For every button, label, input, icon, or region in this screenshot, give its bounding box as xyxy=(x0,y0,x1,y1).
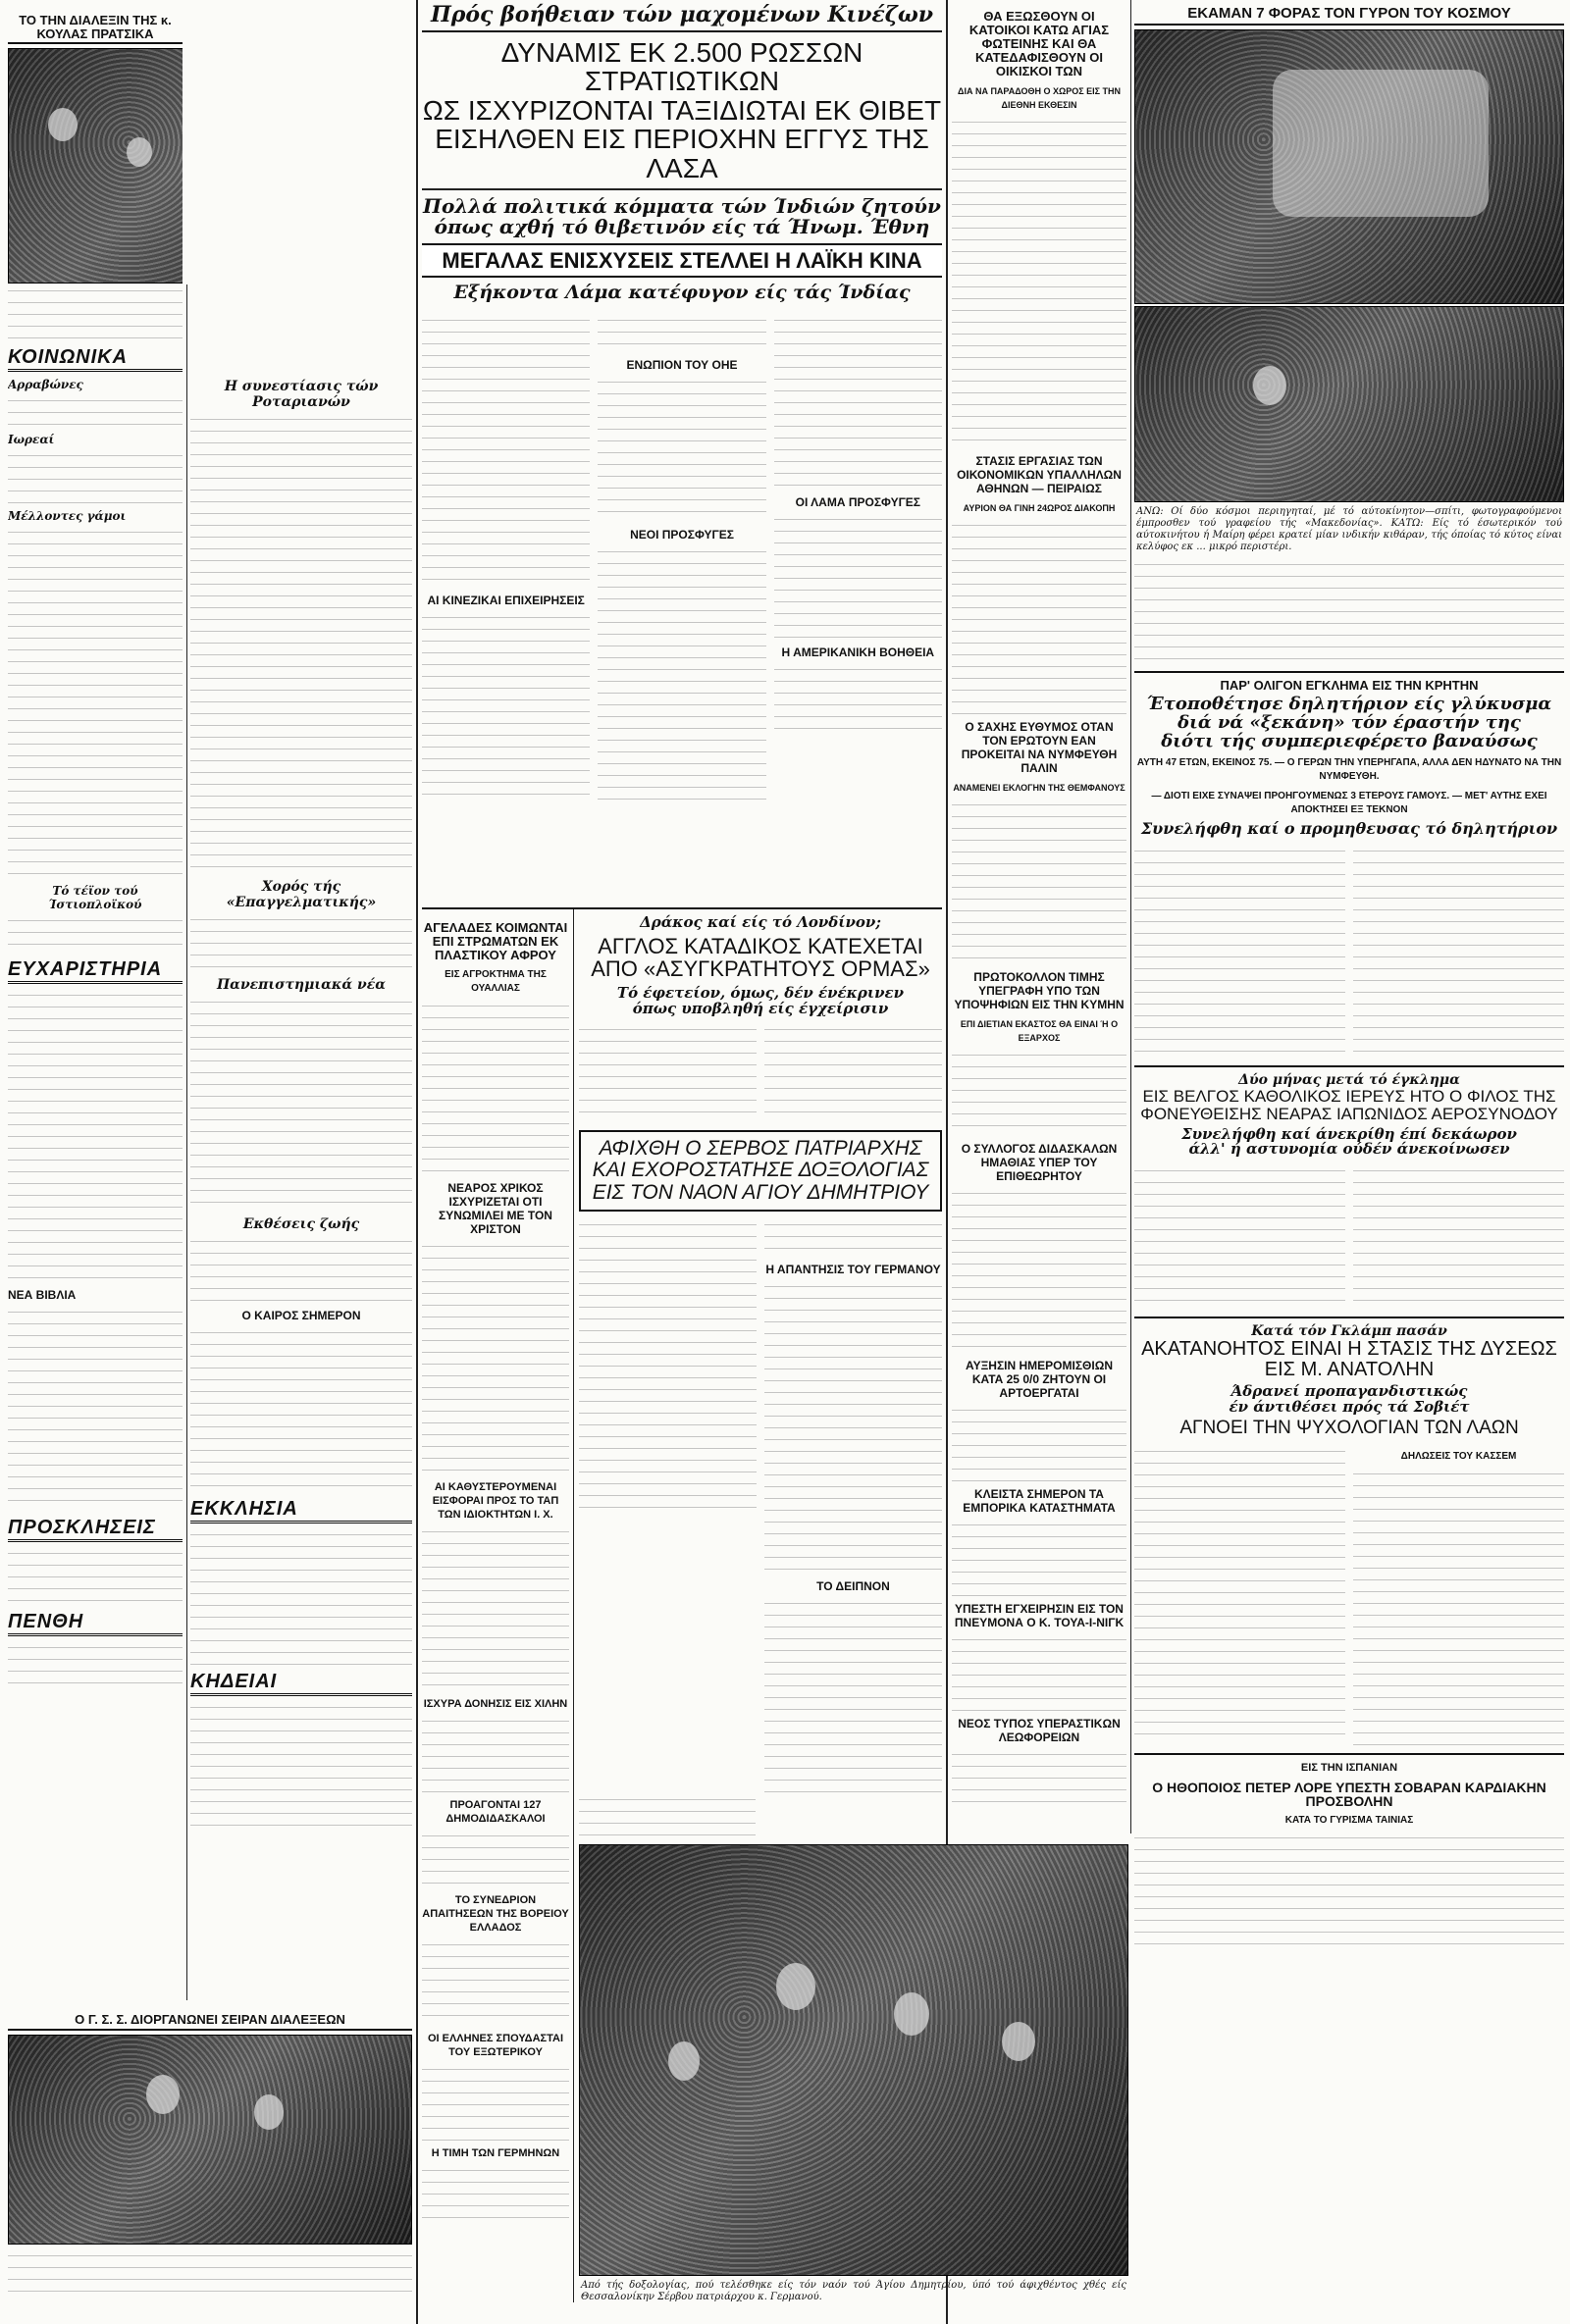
patriarch-photo-caption: Από τής δοξολογίας, πού τελέσθηκε είς τόν ναόν τού Άγίου Δημητρίου, ύπό τού άφιχθέντος χθές είς Θεσσαλονίκην Σέρβου πατριάρχου κ. Γερμανού. xyxy=(581,2280,1126,2302)
lead-body xyxy=(422,313,942,800)
teachers-union-headline: Ο ΣΥΛΛΟΓΟΣ ΔΙΔΑΣΚΑΛΩΝ ΗΜΑΘΙΑΣ ΥΠΕΡ ΤΟΥ ΕΠΙΘΕΩΡΗΤΟΥ xyxy=(961,1142,1118,1183)
dragon-deck-2: όπως υποβληθή είς έγχείρισιν xyxy=(632,999,889,1017)
penthi-text xyxy=(8,1640,183,1689)
lead-headline-1: ΔΥΝΑΜΙΣ ΕΚ 2.500 ΡΩΣΣΩΝ ΣΤΡΑΤΙΩΤΙΚΩΝ xyxy=(500,37,864,97)
surgery-headline: ΥΠΕΣΤΗ ΕΓΧΕΙΡΗΣΙΝ ΕΙΣ ΤΟΝ ΠΝΕΥΜΟΝΑ Ο Κ. ΤΟΥΑ-Ι-ΝΙΓΚ xyxy=(954,1602,1125,1629)
section-kideiai: ΚΗΔΕΙΑΙ xyxy=(190,1671,412,1696)
lead-deck-2: όπως αχθή τό θιβετινόν είς τά Ήνωμ. Έθνη xyxy=(434,215,930,239)
cows-headline: ΑΓΕΛΑΔΕΣ ΚΟΙΜΩΝΤΑΙ ΕΠΙ ΣΤΡΩΜΑΤΩΝ ΕΚ ΠΛΑΣΤΙΚΟΥ ΑΦΡΟΥ xyxy=(423,920,568,962)
strike-sub: ΑΥΡΙΟΝ ΘΑ ΓΙΝΗ 24ΩΡΟΣ ΔΙΑΚΟΠΗ xyxy=(963,503,1116,513)
mellontes-gamoi-heading: Μέλλοντες γάμοι xyxy=(8,509,127,524)
patriarch-headline: ΑΦΙΧΘΗ Ο ΣΕΡΒΟΣ ΠΑΤΡΙΑΡΧΗΣ ΚΑΙ ΕΧΟΡΟΣΤΑΤΗΣΕ ΔΟΞΟΛΟΓΙΑΣ ΕΙΣ ΤΟΝ ΝΑΟΝ ΑΓΙΟΥ ΔΗΜΗΤΡΙΟΥ xyxy=(579,1130,942,1211)
lead-headline-2: ΩΣ ΙΣΧΥΡΙΖΟΝΤΑΙ ΤΑΞΙΔΙΩΤΑΙ ΕΚ ΘΙΒΕΤ xyxy=(422,94,942,126)
glubb-headline-2: ΑΓΝΟΕΙ ΤΗΝ ΨΥΧΟΛΟΓΙΑΝ ΤΩΝ ΛΑΩΝ xyxy=(1179,1418,1519,1439)
lead-banner: ΜΕΓΑΛΑΣ ΕΝΙΣΧΥΣΕΙΣ ΣΤΕΛΛΕΙ Η ΛΑΪΚΗ ΚΙΝΑ xyxy=(422,243,942,278)
lecture-series-block xyxy=(8,2013,412,2298)
shops-closed-headline: ΚΛΕΙΣΤΑ ΣΗΜΕΡΟΝ ΤΑ ΕΜΠΟΡΙΚΑ ΚΑΤΑΣΤΗΜΑΤΑ xyxy=(963,1487,1116,1515)
lecture-series-title: Ο Γ. Σ. Σ. ΔΙΟΡΓΑΝΩΝΕΙ ΣΕΙΡΑΝ ΔΙΑΛΕΞΕΩΝ xyxy=(8,2013,412,2031)
lead-sub-neoi: ΝΕΟΙ ΠΡΟΣΦΥΓΕΣ xyxy=(630,528,734,542)
kymi-sub: ΕΠΙ ΔΙΕΤΙΑΝ ΕΚΑΣΤΟΣ ΘΑ ΕΙΝΑΙ Ή Ο ΕΞΑΡΧΟΣ xyxy=(960,1019,1119,1043)
proskliseis-text xyxy=(8,1546,183,1605)
crete-kicker: ΠΑΡ' ΟΛΙΓΟΝ ΕΓΚΛΗΜΑ ΕΙΣ ΤΗΝ ΚΡΗΤΗΝ xyxy=(1134,671,1564,693)
lead-deck-3: Εξήκοντα Λάμα κατέφυγον είς τάς Ίνδίας xyxy=(453,282,911,304)
germans-price-headline: Η ΤΙΜΗ ΤΩΝ ΓΕΡΜΗΝΩΝ xyxy=(431,2147,560,2159)
world-tour-caption: ΑΝΩ: Οί δύο κόσμοι περιηγηταί, μέ τό αύτοκίνητον—σπίτι, φωτογραφούμενοι έμπροσθεν τού γραφείου τής «Μακεδονίας». ΚΑΤΩ: Είς τό έσωτερικόν τού αύτοκινήτου ή Μαίρη φέρει κρατεί μίαν ινδικήν κιθάραν, τής όποίας τό κύτος είναι κελύφος εκ ... μικρό περιστέρι. xyxy=(1136,505,1562,552)
kymi-headline: ΠΡΩΤΟΚΟΛΛΟΝ ΤΙΜΗΣ ΥΠΕΓΡΑΦΗ ΥΠΟ ΤΩΝ ΥΠΟΨΗΦΙΩΝ ΕΙΣ ΤΗΝ ΚΥΜΗΝ xyxy=(954,970,1125,1011)
nea-biblia-heading: ΝΕΑ ΒΙΒΛΙΑ xyxy=(8,1288,77,1303)
kideiai-text xyxy=(190,1700,412,1828)
panepistimiaka-heading: Πανεπιστημιακά νέα xyxy=(216,977,387,993)
teion-heading: Τό τέϊον τού Ίστιοπλοϊκού xyxy=(48,884,142,912)
spain-headline: Ο ΗΘΟΠΟΙΟΣ ΠΕΤΕΡ ΛΟΡΕ ΥΠΕΣΤΗ ΣΟΒΑΡΑΝ ΚΑΡΔΙΑΚΗΝ ΠΡΟΣΒΟΛΗΝ xyxy=(1152,1780,1546,1810)
dragon-deck-1: Τό έφετείον, όμως, δέν ένέκρινεν xyxy=(616,983,905,1002)
rotary-heading: Η συνεστίασις τών Ροταριανών xyxy=(224,379,379,410)
strike-headline: ΣΤΑΣΙΣ ΕΡΓΑΣΙΑΣ ΤΩΝ ΟΙΚΟΝΟΜΙΚΩΝ ΥΠΑΛΛΗΛΩΝ ΑΘΗΝΩΝ — ΠΕΙΡΑΙΩΣ xyxy=(957,454,1122,495)
fotini-headline: ΘΑ ΕΞΩΣΘΟΥΝ ΟΙ ΚΑΤΟΙΚΟΙ ΚΑΤΩ ΑΓΙΑΣ ΦΩΤΕΙΝΗΣ ΚΑΙ ΘΑ ΚΑΤΕΔΑΦΙΣΘΟΥΝ ΟΙ ΟΙΚΙΣΚΟΙ ΤΩΝ xyxy=(968,9,1110,78)
germanos-reply-heading: Η ΑΠΑΝΤΗΣΙΣ ΤΟΥ ΓΕΡΜΑΝΟΥ xyxy=(765,1262,941,1276)
young-man-headline: ΝΕΑΡΟΣ ΧΡΙΚΟΣ ΙΣΧΥΡΙΖΕΤΑΙ ΟΤΙ ΣΥΝΩΜΙΛΕΙ ΜΕ ΤΟΝ ΧΡΙΣΤΟΝ xyxy=(439,1181,552,1236)
right-middle-column xyxy=(952,4,1126,1833)
glubb-deck-1: Άδρανεί προπαγανδιστικώς xyxy=(1230,1381,1468,1400)
glubb-deck-2: έν άντιθέσει πρός τά Σοβιέτ xyxy=(1229,1397,1470,1416)
lead-sub-enopion: ΕΝΩΠΙΟΝ ΤΟΥ ΟΗΕ xyxy=(626,358,738,373)
lead-deck-1: Πολλά πολιτικά κόμματα τών Ίνδιών ζητούν xyxy=(423,194,941,219)
crete-sub-2: — ΔΙΟΤΙ ΕΙΧΕ ΣΥΝΑΨΕΙ ΠΡΟΗΓΟΥΜΕΝΩΣ 3 ΕΤΕΡΟΥΣ ΓΑΜΟΥΣ. — ΜΕΤ' ΑΥΤΗΣ ΕΧΕΙ ΑΠΟΚΤΗΣΕΙ ΕΞ ΤΕΚΝΟΝ xyxy=(1151,791,1547,816)
right-column xyxy=(1134,0,1564,2324)
ekklisia-text xyxy=(190,1527,412,1665)
spain-sub: ΚΑΤΑ ΤΟ ΓΥΡΙΣΜΑ ΤΑΙΝΙΑΣ xyxy=(1284,1815,1414,1827)
world-tour-title: ΕΚΑΜΑΝ 7 ΦΟΡΑΣ ΤΟΝ ΓΥΡΟΝ ΤΟΥ ΚΟΣΜΟΥ xyxy=(1134,0,1564,26)
patriarch-photo-block xyxy=(579,1844,1128,2307)
priest-deck-1: Συνελήφθη καί άνεκρίθη έπί δεκάωρον xyxy=(1181,1124,1517,1143)
section-eucharistiria: ΕΥΧΑΡΙΣΤΗΡΙΑ xyxy=(8,958,183,984)
spain-kicker: ΕΙΣ ΤΗΝ ΙΣΠΑΝΙΑΝ xyxy=(1134,1753,1564,1775)
arravones-text xyxy=(8,393,183,427)
lecture-caption-text xyxy=(8,284,183,340)
shah-headline: Ο ΣΑΧΗΣ ΕΥΘΥΜΟΣ ΟΤΑΝ ΤΟΝ ΕΡΩΤΟΥΝ ΕΑΝ ΠΡΟΚΕΙΤΑΙ ΝΑ ΝΥΜΦΕΥΘΗ ΠΑΛΙΝ xyxy=(961,720,1118,775)
congress-headline: ΤΟ ΣΥΝΕΔΡΙΟΝ ΑΠΑΙΤΗΣΕΩΝ ΤΗΣ ΒΟΡΕΙΟΥ ΕΛΛΑΔΟΣ xyxy=(422,1894,569,1934)
lead-body-col-3 xyxy=(774,313,942,800)
middle-narrow-column xyxy=(422,915,569,2222)
priest-headline: ΕΙΣ ΒΕΛΓΟΣ ΚΑΘΟΛΙΚΟΣ ΙΕΡΕΥΣ ΗΤΟ Ο ΦΙΛΟΣ ΤΗΣ ΦΟΝΕΥΘΕΙΣΗΣ ΝΕΑΡΑΣ ΙΑΠΩΝΙΔΟΣ ΑΕΡΟΣΥΝΟΔΟΥ xyxy=(1140,1086,1558,1123)
lead-sub-kinezikai: ΑΙ ΚΙΝΕΖΙΚΑΙ ΕΠΙΧΕΙΡΗΣΕΙΣ xyxy=(427,594,585,608)
teion-text xyxy=(8,913,183,953)
world-tour-photo-bottom xyxy=(1134,306,1564,502)
middle-lower-section xyxy=(422,907,942,2159)
crete-headline-3: διότι τής συμπεριεφέρετο βαναύσως xyxy=(1161,730,1538,751)
lecture-series-caption xyxy=(8,2248,412,2298)
choros-text xyxy=(190,912,412,971)
students-headline: ΟΙ ΕΛΛΗΝΕΣ ΣΠΟΥΔΑΣΤΑΙ ΤΟΥ ΕΞΩΤΕΡΙΚΟΥ xyxy=(427,2033,564,2058)
dinner-heading: ΤΟ ΔΕΙΠΝΟΝ xyxy=(816,1578,890,1593)
eucharistiria-text xyxy=(8,988,183,1282)
section-koinonika: ΚΟΙΝΩΝΙΚΑ xyxy=(8,346,183,372)
lead-body-col-2 xyxy=(598,313,765,800)
crete-deck: Συνελήφθη καί ο προμηθευσας τό δηλητήριον xyxy=(1140,819,1558,839)
nea-biblia-text xyxy=(8,1305,183,1511)
section-ekklisia: ΕΚΚΛΗΣΙΑ xyxy=(190,1498,412,1524)
ekthesis-heading: Εκθέσεις ζωής xyxy=(242,1216,360,1232)
lead-kicker: Πρός βοήθειαν τών μαχομένων Κινέζων xyxy=(422,4,942,32)
tap-headline: ΑΙ ΚΑΘΥΣΤΕΡΟΥΜΕΝΑΙ ΕΙΣΦΟΡΑΙ ΠΡΟΣ ΤΟ ΤΑΠ ΤΩΝ ΙΔΙΟΚΤΗΤΩΝ Ι. Χ. xyxy=(432,1481,559,1521)
glubb-kicker: Κατά τόν Γκλάμπ πασάν xyxy=(1134,1317,1564,1339)
lecture-photo-title: ΤΟ ΤΗΝ ΔΙΑΛΕΞΙΝ ΤΗΣ κ. ΚΟΥΛΑΣ ΠΡΑΤΣΙΚΑ xyxy=(8,14,183,44)
lecture-audience-photo xyxy=(8,48,183,284)
shah-sub: ΑΝΑΜΕΝΕΙ ΕΚΛΟΓΗΝ ΤΗΣ ΘΕΜΦΑΝΟΥΣ xyxy=(953,783,1125,793)
choros-heading: Χορός τής «Επαγγελματικής» xyxy=(226,879,377,910)
priest-deck-2: άλλ' ή αστυνομία ούδέν άνεκοίνωσεν xyxy=(1188,1140,1510,1159)
dragon-kicker: Δράκος καί είς τό Λονδίνον; xyxy=(640,913,881,931)
cows-sub: ΕΙΣ ΑΓΡΟΚΤΗΜΑ ΤΗΣ ΟΥΑΛΛΙΑΣ xyxy=(445,969,547,994)
arravones-heading: Αρραβώνες xyxy=(8,378,83,392)
section-penthi: ΠΕΝΘΗ xyxy=(8,1611,183,1636)
lead-sub-lama: ΟΙ ΛΑΜΑ ΠΡΟΣΦΥΓΕΣ xyxy=(795,495,920,510)
panepistimiaka-text xyxy=(190,995,412,1211)
priest-kicker: Δύο μήνας μετά τό έγκλημα xyxy=(1134,1065,1564,1088)
crete-headline-2: διά νά «ξεκάνη» τόν έραστήν της xyxy=(1178,711,1521,733)
fotini-sub: ΔΙΑ ΝΑ ΠΑΡΑΔΟΘΗ Ο ΧΩΡΟΣ ΕΙΣ ΤΗΝ ΔΙΕΘΝΗ ΕΚΘΕΣΙΝ xyxy=(957,86,1122,110)
teachers-headline: ΠΡΟΑΓΟΝΤΑΙ 127 ΔΗΜΟΔΙΔΑΣΚΑΛΟΙ xyxy=(445,1799,546,1825)
dragon-story xyxy=(579,915,942,1988)
chile-quake-headline: ΙΣΧΥΡΑ ΔΟΝΗΣΙΣ ΕΙΣ ΧΙΛΗΝ xyxy=(423,1698,568,1710)
lead-sub-amerikaniki: Η ΑΜΕΡΙΚΑΝΙΚΗ ΒΟΗΘΕΙΑ xyxy=(781,646,935,660)
left-column xyxy=(8,0,183,2324)
crete-headline-1: Έτοποθέτησε δηλητήριον είς γλύκυσμα xyxy=(1146,693,1552,714)
dragon-headline: ΑΓΓΛΟΣ ΚΑΤΑΔΙΚΟΣ ΚΑΤΕΧΕΤΑΙ ΑΠΟ «ΑΣΥΓΚΡΑΤΗΤΟΥΣ ΟΡΜΑΣ» xyxy=(591,933,930,981)
lecture-series-photo xyxy=(8,2035,412,2245)
soirees-heading: Ιωρεαί xyxy=(8,433,55,447)
lead-headline-3: ΕΙΣΗΛΘΕΝ ΕΙΣ ΠΕΡΙΟΧΗΝ ΕΓΓΥΣ ΤΗΣ ΛΑΣΑ xyxy=(435,124,929,183)
soirees-text xyxy=(8,448,183,503)
world-tour-photo-top xyxy=(1134,29,1564,304)
rotary-text xyxy=(190,412,412,873)
buses-headline: ΝΕΟΣ ΤΥΠΟΣ ΥΠΕΡΑΣΤΙΚΩΝ ΛΕΩΦΟΡΕΙΩΝ xyxy=(958,1717,1121,1744)
patriarch-photo xyxy=(579,1844,1128,2276)
lead-story xyxy=(422,4,942,800)
kassem-sub: ΔΗΛΩΣΕΙΣ ΤΟΥ ΚΑΣΣΕΜ xyxy=(1400,1451,1517,1463)
ekthesis-text xyxy=(190,1234,412,1303)
section-proskliseis: ΠΡΟΣΚΛΗΣΕΙΣ xyxy=(8,1517,183,1542)
bakers-headline: ΑΥΞΗΣΙΝ ΗΜΕΡΟΜΙΣΘΙΩΝ ΚΑΤΑ 25 0/0 ΖΗΤΟΥΝ ΟΙ ΑΡΤΟΕΡΓΑΤΑΙ xyxy=(966,1359,1113,1400)
second-column xyxy=(190,373,412,2000)
mellontes-gamoi-text xyxy=(8,525,183,878)
lead-body-col-1 xyxy=(422,313,590,800)
weather-text xyxy=(190,1325,412,1492)
weather-heading: Ο ΚΑΙΡΟΣ ΣΗΜΕΡΟΝ xyxy=(241,1309,361,1322)
crete-sub-1: ΑΥΤΗ 47 ΕΤΩΝ, ΕΚΕΙΝΟΣ 75. — Ο ΓΕΡΩΝ ΤΗΝ ΥΠΕΡΗΓΑΠΑ, ΑΛΛΑ ΔΕΝ ΗΔΥΝΑΤΟ ΝΑ ΤΗΝ ΝΥΜΦΕΥΘΗ. xyxy=(1136,757,1562,783)
glubb-headline: ΑΚΑΤΑΝΟΗΤΟΣ ΕΙΝΑΙ Η ΣΤΑΣΙΣ ΤΗΣ ΔΥΣΕΩΣ ΕΙΣ Μ. ΑΝΑΤΟΛΗΝ xyxy=(1141,1337,1557,1380)
